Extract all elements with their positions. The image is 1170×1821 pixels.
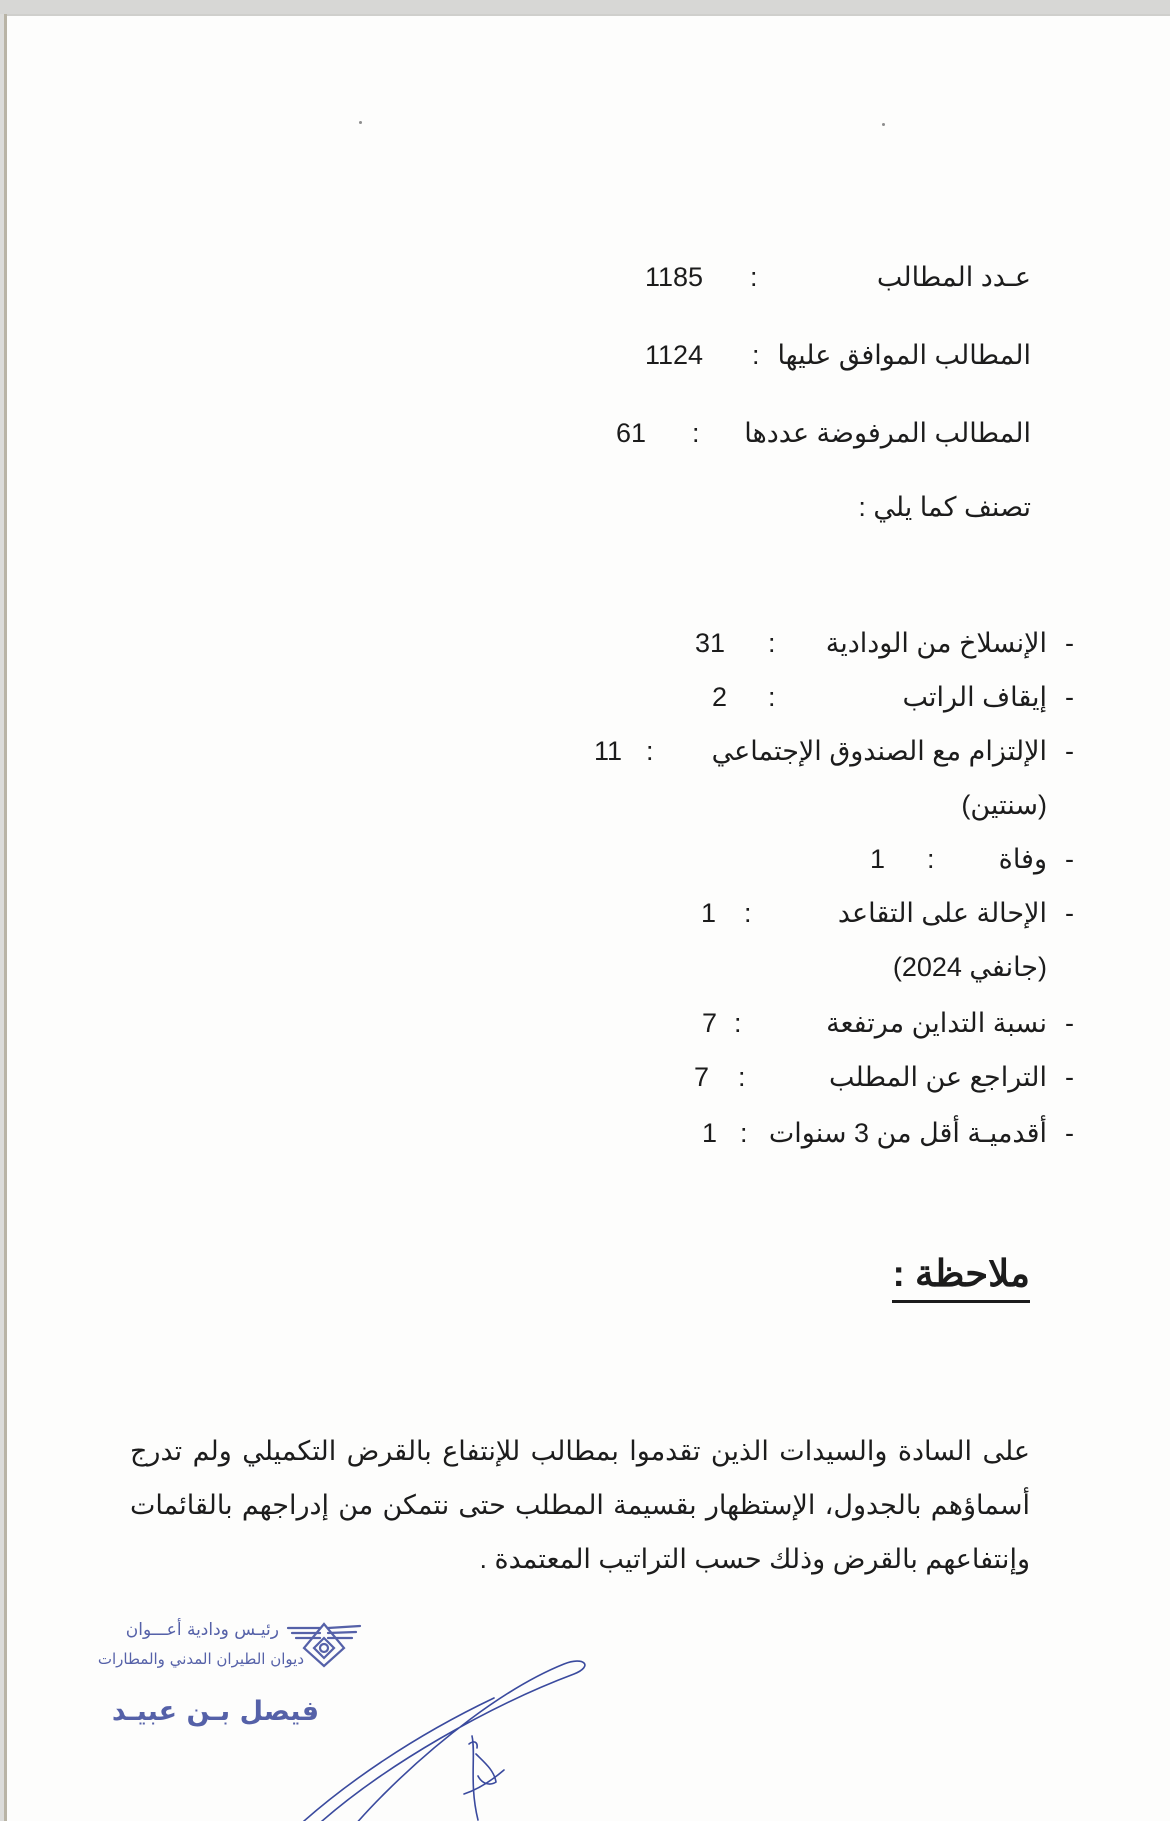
stamp-title-line: رئيـس ودادية أعـــوان bbox=[125, 1620, 279, 1640]
item-value: 1 bbox=[701, 898, 717, 928]
item-label: الإحالة على التقاعد bbox=[837, 898, 1047, 928]
item-value: 1 bbox=[702, 1118, 718, 1148]
item-value: 11 bbox=[594, 736, 623, 766]
list-item bbox=[604, 672, 1074, 722]
list-item bbox=[604, 998, 1074, 1048]
handwritten-signature bbox=[264, 1644, 604, 1821]
item-value: 1 bbox=[870, 844, 886, 874]
item-label: وفاة bbox=[998, 844, 1047, 874]
stat-row-approved bbox=[604, 330, 1044, 380]
list-item bbox=[604, 888, 1074, 938]
item-label: نسبة التداين مرتفعة bbox=[826, 1008, 1047, 1038]
classified-row bbox=[604, 482, 1044, 532]
stat-label: المطالب المرفوضة عددها bbox=[744, 418, 1031, 448]
stat-colon: : bbox=[752, 340, 760, 370]
item-sub-note: (سنتين) bbox=[961, 790, 1047, 820]
item-label: الإلتزام مع الصندوق الإجتماعي bbox=[711, 736, 1047, 766]
list-item bbox=[604, 1108, 1074, 1158]
stat-colon: : bbox=[750, 262, 758, 292]
item-colon: : bbox=[740, 1118, 748, 1148]
item-value: 31 bbox=[695, 628, 726, 658]
list-bullet: - bbox=[1065, 736, 1074, 766]
stat-label: عـدد المطالب bbox=[876, 262, 1031, 292]
list-item bbox=[604, 834, 1074, 884]
scan-speck bbox=[882, 123, 885, 126]
item-value: 7 bbox=[702, 1008, 718, 1038]
item-sub-note: (جانفي 2024) bbox=[892, 952, 1047, 982]
classified-label: تصنف كما يلي : bbox=[858, 492, 1031, 522]
stat-colon: : bbox=[692, 418, 700, 448]
document-page bbox=[4, 14, 1170, 1821]
stat-value: 61 bbox=[616, 418, 647, 448]
item-label: إيقاف الراتب bbox=[902, 682, 1047, 712]
list-bullet: - bbox=[1065, 682, 1074, 712]
stat-value: 1185 bbox=[645, 262, 704, 292]
list-item bbox=[604, 618, 1074, 668]
list-item-note bbox=[604, 942, 1074, 992]
list-bullet: - bbox=[1065, 1008, 1074, 1038]
list-item bbox=[584, 726, 1074, 776]
list-bullet: - bbox=[1065, 844, 1074, 874]
list-bullet: - bbox=[1065, 1118, 1074, 1148]
item-value: 7 bbox=[694, 1062, 710, 1092]
list-item bbox=[604, 1052, 1074, 1102]
item-label: الإنسلاخ من الودادية bbox=[825, 628, 1047, 658]
item-colon: : bbox=[768, 628, 776, 658]
stat-value: 1124 bbox=[645, 340, 704, 370]
item-value: 2 bbox=[712, 682, 728, 712]
item-colon: : bbox=[744, 898, 752, 928]
scan-top-edge bbox=[0, 0, 1170, 14]
stat-label: المطالب الموافق عليها bbox=[777, 340, 1031, 370]
stat-row-rejected bbox=[604, 408, 1044, 458]
note-paragraph: على السادة والسيدات الذين تقدموا بمطالب للإنتفاع بالقرض التكميلي ولم تدرج أسماؤهم بالجدول، الإستظهار بقسيمة المطلب حتى نتمكن من إدراجهم بالقائمات وإنتفاعهم بالقرض وذلك حسب التراتيب المعتمدة . bbox=[130, 1436, 1030, 1574]
item-label: التراجع عن المطلب bbox=[829, 1062, 1047, 1092]
list-bullet: - bbox=[1065, 898, 1074, 928]
item-label: أقدميـة أقل من 3 سنوات bbox=[768, 1118, 1047, 1148]
item-colon: : bbox=[927, 844, 935, 874]
item-colon: : bbox=[734, 1008, 742, 1038]
list-bullet: - bbox=[1065, 628, 1074, 658]
item-colon: : bbox=[738, 1062, 746, 1092]
stamp-org-line: ديوان الطيران المدني والمطارات bbox=[97, 1650, 304, 1668]
list-bullet: - bbox=[1065, 1062, 1074, 1092]
item-colon: : bbox=[768, 682, 776, 712]
item-colon: : bbox=[646, 736, 654, 766]
stamp-name: فيصل بـن عبيـد bbox=[111, 1696, 319, 1727]
scan-speck bbox=[359, 121, 362, 124]
stat-row-total bbox=[604, 252, 1044, 302]
note-heading: ملاحظة : bbox=[892, 1251, 1030, 1303]
list-item-note bbox=[604, 780, 1074, 830]
